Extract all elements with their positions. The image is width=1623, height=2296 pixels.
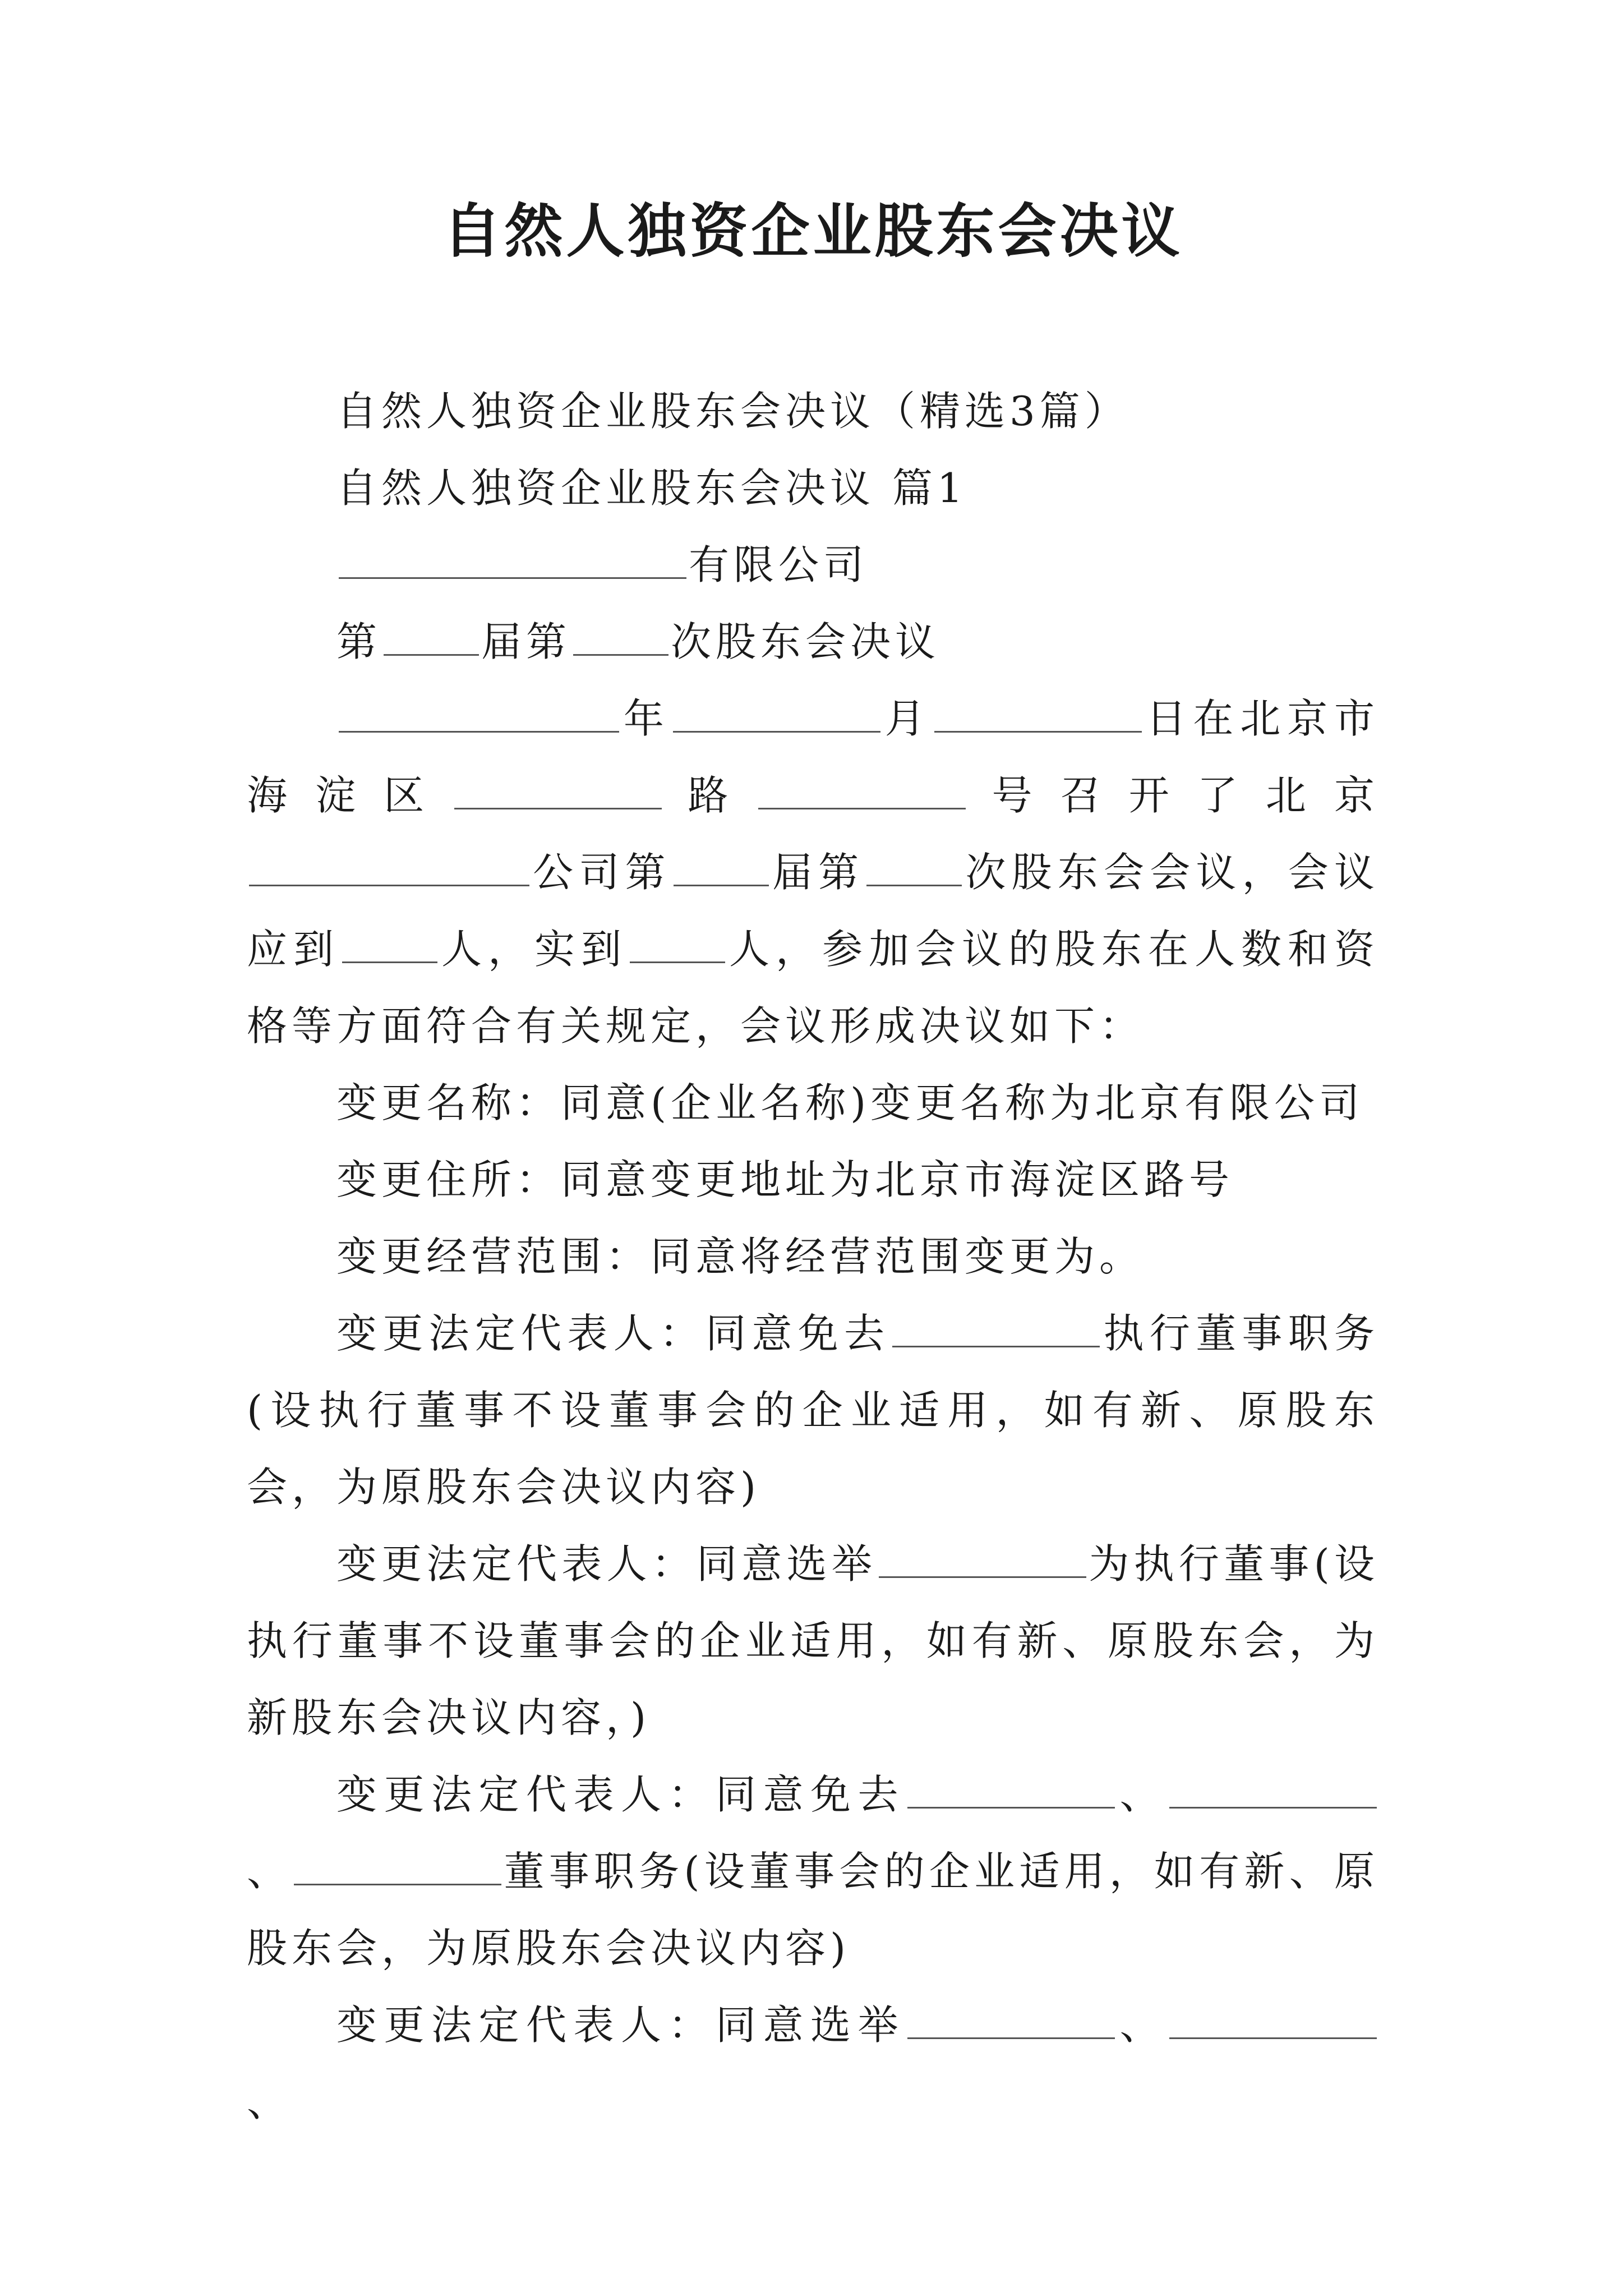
part-heading: 自然人独资企业股东会决议 篇1 <box>336 464 967 512</box>
item-rep-dismiss-board: 变更法定代表人：同意免去 、、 董事职务(设董事会的企业适用，如有新、原股东会，为原股东会决议内容) <box>247 1770 1379 1972</box>
item-address-change: 变更住所：同意变更地址为北京市海淀区路号 <box>336 1156 1234 1203</box>
blank-session-term[interactable] <box>384 622 479 656</box>
blank-dismiss-director[interactable] <box>892 1313 1100 1347</box>
session-line: 第 届第 次股东会决议 <box>336 618 940 665</box>
item-name-change: 变更名称：同意(企业名称)变更名称为北京有限公司 <box>336 1079 1364 1126</box>
blank-dismiss-board-1[interactable] <box>907 1774 1115 1809</box>
blank-meeting-term[interactable] <box>674 852 769 886</box>
blank-dismiss-board-3[interactable] <box>294 1851 501 1885</box>
blank-month[interactable] <box>673 698 880 733</box>
subtitle-paragraph: 自然人独资企业股东会决议（精选3篇） <box>336 387 1129 435</box>
blank-actual-attend[interactable] <box>630 929 725 963</box>
blank-elect-board-2[interactable] <box>1169 2005 1377 2039</box>
blank-session-number[interactable] <box>573 622 668 656</box>
blank-day[interactable] <box>934 698 1142 733</box>
blank-company-name[interactable] <box>339 545 686 579</box>
item-rep-elect-board: 变更法定代表人：同意选举 、、 <box>247 1987 1379 2141</box>
blank-elect-director[interactable] <box>879 1544 1086 1578</box>
document-title: 自然人独资企业股东会决议 <box>442 196 1183 265</box>
item-rep-elect-director: 变更法定代表人：同意选举 为执行董事(设执行董事不设董事会的企业适用，如有新、原股东会，为新股东会决议内容，) <box>247 1540 1379 1741</box>
blank-road[interactable] <box>454 775 662 809</box>
blank-year[interactable] <box>339 698 619 733</box>
meeting-paragraph: 年 月 日在北京市海淀区 路 号召开了北京公司第 届第 次股东会会议，会议应到 人，实到 人，参加会议的股东在人数和资格等方面符合有关规定，会议形成决议如下： <box>247 694 1379 1050</box>
item-scope-change: 变更经营范围：同意将经营范围变更为。 <box>336 1232 1145 1280</box>
blank-number[interactable] <box>758 775 966 809</box>
blank-dismiss-board-2[interactable] <box>1169 1774 1377 1809</box>
blank-meeting-company[interactable] <box>249 852 529 886</box>
blank-elect-board-1[interactable] <box>907 2005 1115 2039</box>
item-rep-dismiss-director: 变更法定代表人：同意免去 执行董事职务(设执行董事不设董事会的企业适用，如有新、原股东会，为原股东会决议内容) <box>247 1309 1379 1511</box>
blank-should-attend[interactable] <box>342 929 437 963</box>
blank-meeting-number[interactable] <box>866 852 962 886</box>
company-line: 有限公司 <box>247 527 1379 604</box>
